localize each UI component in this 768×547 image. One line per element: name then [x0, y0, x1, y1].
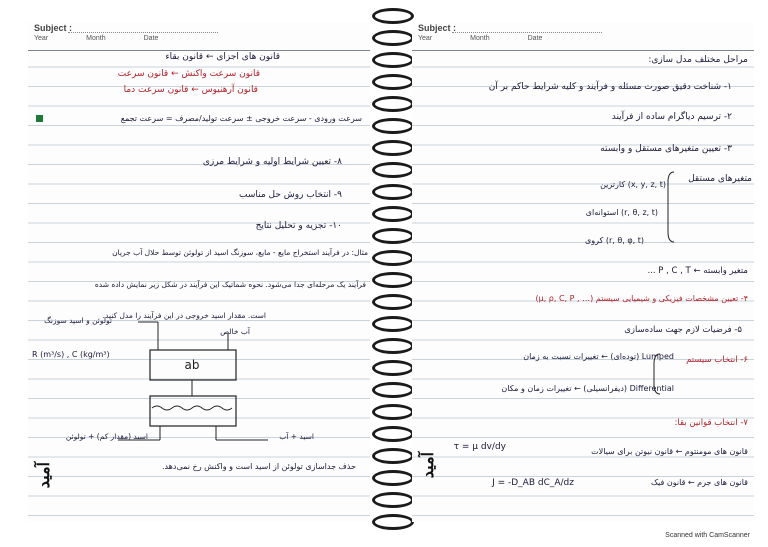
left-page — [28, 22, 370, 522]
independent-vars-label: متغیرهای مستقل — [688, 174, 752, 184]
spiral-binding — [366, 0, 412, 547]
coord-cartesian: (x, y, z, t) کارتزین — [600, 180, 666, 189]
svg-text:ab: ab — [184, 358, 200, 372]
newton-equation: τ = μ dv/dy — [453, 442, 506, 452]
momentum-law: قانون های مومنتوم ← قانون نیوتن برای سیالات — [591, 447, 748, 456]
brand-logo: آمید — [34, 462, 53, 489]
coord-cylindrical: (r, θ, z, t) استوانه‌ای — [585, 208, 658, 217]
coord-spherical: (r, θ, φ, t) کروی — [585, 236, 644, 245]
dependent-vars-line: متغیر وابسته ← P , C , T ... — [647, 266, 748, 276]
water-inlet-label: آب خالص — [220, 327, 250, 336]
step-line: ۳- تعیین متغیرهای مستقل و وابسته — [600, 144, 732, 154]
step-line: ۶- انتخاب سیستم — [686, 355, 748, 365]
brand-logo: آمید — [418, 452, 437, 479]
inlet-label: تولوئن و اسید سوزنگ — [44, 316, 112, 325]
flow-rate-label: R (m³/s) , C (kg/m³) — [32, 350, 110, 359]
step-line: ۴- تعیین مشخصات فیزیکی و شیمیایی سیستم (… , μ, ρ, C, P) — [535, 294, 748, 303]
process-diagram — [28, 22, 370, 522]
section-heading: مراحل مختلف مدل سازی: — [648, 55, 748, 65]
outlet-right-label: اسید + آب — [279, 432, 314, 441]
year-label: Year — [34, 35, 49, 42]
example-line: فرآیند یک مرحله‌ای جدا می‌شود. نحوه شماتیک این فرآیند در شکل زیر نمایش داده شده — [94, 280, 366, 289]
month-label: Month — [470, 35, 490, 42]
example-line: است. مقدار اسید خروجی در این فرآیند را مدل کنید. — [102, 311, 266, 320]
note-line: قانون های اجزای ← قانون بقاء — [165, 52, 280, 62]
balance-equation: سرعت ورودی - سرعت خروجی ± سرعت تولید/مصرف = سرعت تجمع — [120, 114, 362, 123]
differential-option: Differential (دیفرانسیلی) ← تغییرات زمان و مکان — [501, 384, 674, 393]
subject-label: Subject : — [34, 23, 73, 33]
brace-marks — [412, 22, 754, 522]
mass-law: قانون های جرم ← قانون فیک — [650, 478, 748, 487]
step-line: ۵- فرضیات لازم جهت ساده‌سازی — [624, 325, 742, 335]
right-page — [412, 22, 754, 522]
date-label: Date — [143, 35, 159, 42]
step-line: ۸- تعیین شرایط اولیه و شرایط مرزی — [202, 157, 342, 167]
step-line: ۹- انتخاب روش حل مناسب — [239, 190, 342, 200]
note-line: حذف جداسازی تولوئن از اسید است و واکنش رخ نمی‌دهد. — [161, 462, 356, 471]
fick-equation: J = -D_AB dC_A/dz — [492, 478, 574, 488]
example-line: مثال: در فرآیند استخراج مایع - مایع، سوزنگ اسید از تولوئن توسط حلال آب جریان — [112, 248, 368, 257]
note-line: قانون آرهنیوس ← قانون سرعت دما — [123, 85, 258, 95]
step-line: ۷- انتخاب قوانین بقا: — [674, 418, 748, 428]
outlet-left-label: اسید (مقدار کم) + تولوئن — [65, 432, 148, 441]
note-line: قانون سرعت واکنش ← قانون سرعت — [117, 69, 260, 79]
scanner-footer: Scanned with CamScanner — [665, 532, 750, 539]
step-line: ۲- ترسیم دیاگرام ساده از فرآیند — [611, 112, 732, 122]
step-line: ۱- شناخت دقیق صورت مسئله و فرآیند و کلیه شرایط حاکم بر آن — [488, 82, 732, 92]
date-label: Date — [527, 35, 543, 42]
step-line: ۱۰- تجزیه و تحلیل نتایج — [255, 221, 342, 231]
lumped-option: Lumped (توده‌ای) ← تغییرات نسبت به زمان — [523, 352, 674, 361]
month-label: Month — [86, 35, 106, 42]
subject-label: Subject : — [418, 23, 457, 33]
year-label: Year — [418, 35, 433, 42]
